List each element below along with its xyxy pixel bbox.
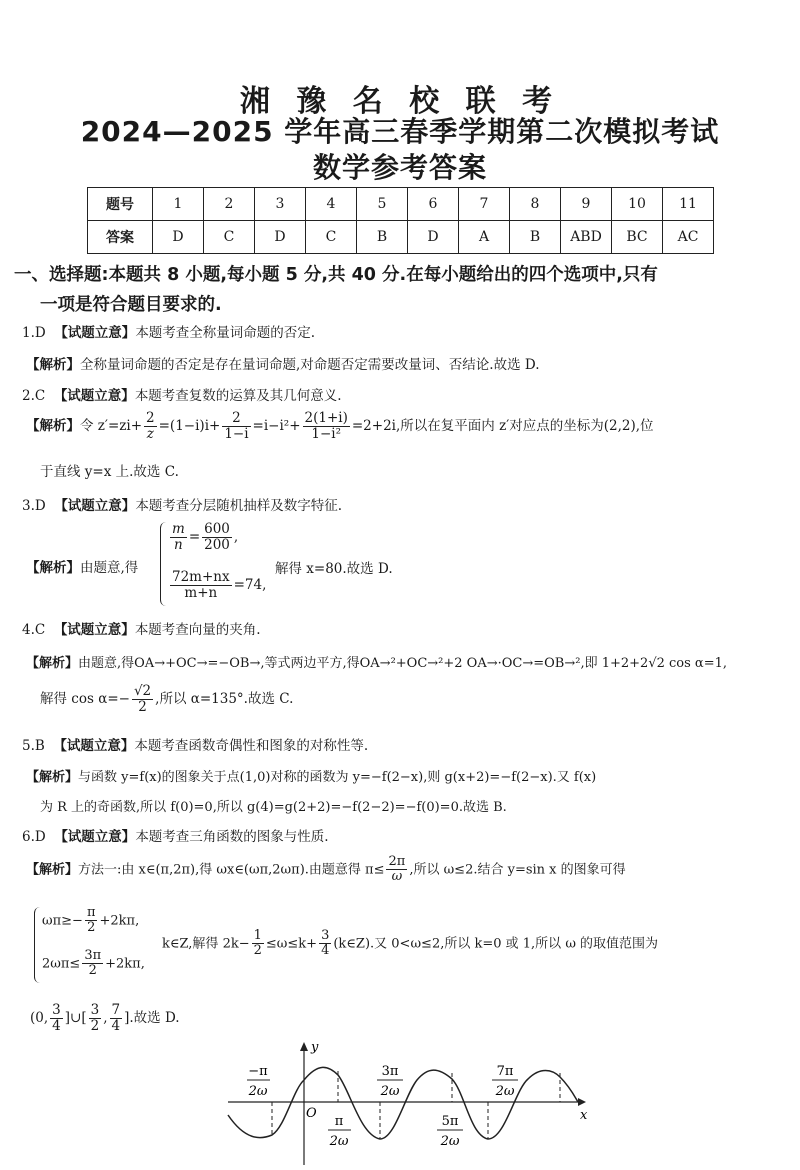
system-eq1 — [168, 522, 238, 553]
q4-analysis-line2 — [40, 684, 293, 715]
tick-label-neg-pi-2w — [247, 1064, 270, 1099]
x-axis-arrow — [578, 1098, 586, 1106]
table-cell: 4 — [306, 188, 357, 221]
table-cell: 10 — [612, 188, 663, 221]
tick-denominator: 2ω — [440, 1134, 460, 1149]
denominator: 1−i — [224, 425, 249, 442]
fraction — [50, 1003, 63, 1034]
sine-curve — [228, 1067, 578, 1139]
q4-intent: 本题考查向量的夹角. — [134, 622, 261, 638]
numerator: 1 — [253, 928, 262, 943]
table-cell: 6 — [408, 188, 459, 221]
q5-analysis-text: 与函数 y=f(x)的图象关于点(1,0)对称的函数为 y=−f(2−x),则 g(x+2)=−f(2−x).又 f(x) — [78, 770, 597, 785]
solve-post: (k∈Z).又 0<ω≤2,所以 k=0 或 1,所以 ω 的取值范围为 — [333, 936, 659, 952]
numerator: 2 — [146, 410, 155, 426]
answer-table — [87, 187, 714, 254]
table-cell: B — [357, 221, 408, 254]
fraction — [319, 929, 331, 959]
tick-denominator: 2ω — [329, 1134, 349, 1149]
tick-label-7pi-2w — [492, 1064, 518, 1099]
q2-analysis-line2: 于直线 y=x 上.故选 C. — [40, 464, 179, 480]
system-ineq1 — [42, 906, 139, 936]
q5-intent-line — [22, 734, 368, 754]
table-cell: 1 — [153, 188, 204, 221]
fraction — [386, 855, 407, 885]
analysis-tag: 【解析】 — [26, 417, 80, 434]
q2-analysis-post: =2+2i,所以在复平面内 z′对应点的坐标为(2,2),位 — [351, 417, 654, 434]
q3-intent: 本题考查分层随机抽样及数字特征. — [135, 498, 343, 514]
ineq-pre: ωπ≥− — [42, 913, 83, 929]
q1-intent: 本题考查全称量词命题的否定. — [135, 325, 316, 341]
tick-label-pi-2w — [328, 1114, 351, 1149]
origin-label: O — [306, 1106, 317, 1121]
fraction — [202, 522, 232, 553]
q1-intent-line — [22, 321, 315, 341]
analysis-tag: 【解析】 — [26, 862, 79, 878]
analysis-tag: 【解析】 — [26, 656, 79, 671]
table-cell: 7 — [459, 188, 510, 221]
denominator: 2 — [88, 963, 97, 979]
q6-line1-pre: 方法一:由 x∈(π,2π),得 ωx∈(ωπ,2ωπ).由题意得 π≤ — [78, 862, 385, 878]
numerator: 3 — [90, 1002, 100, 1018]
section-heading: 一、选择题:本题共 8 小题,每小题 5 分,共 40 分.在每小题给出的四个选项中,只有 — [14, 265, 658, 285]
table-cell: BC — [612, 221, 663, 254]
ineq-post: +2kπ, — [99, 913, 140, 929]
q6-number: 6.D — [22, 829, 46, 845]
tick-label-3pi-2w — [377, 1064, 403, 1099]
table-row-numbers — [88, 188, 714, 221]
range-comma: , — [103, 1009, 108, 1026]
q3-intent-line — [22, 494, 342, 514]
q1-analysis: 全称量词命题的否定是存在量词命题,对命题否定需要改量词、否结论.故选 D. — [80, 357, 540, 373]
q6-intent-line — [22, 825, 329, 845]
table-cell: A — [459, 221, 510, 254]
denominator: n — [174, 536, 183, 553]
q6-analysis-line — [26, 855, 626, 885]
q5-analysis-line2: 为 R 上的奇函数,所以 f(0)=0,所以 g(4)=g(2+2)=−f(2−2)=−f(0)=0.故选 B. — [40, 800, 507, 815]
table-cell: D — [255, 221, 306, 254]
q3-number: 3.D — [22, 498, 46, 514]
table-cell: B — [510, 221, 561, 254]
q2-analysis-pre: 令 z′=zi+ — [80, 417, 143, 434]
denominator: 200 — [204, 536, 230, 553]
analysis-tag: 【解析】 — [26, 770, 79, 785]
q6-intent: 本题考查三角函数的图象与性质. — [135, 829, 329, 845]
tick-label-5pi-2w — [437, 1114, 463, 1149]
q2-analysis-mid: =i−i²+ — [252, 417, 301, 434]
fraction — [110, 1003, 123, 1034]
denominator: 2 — [138, 698, 147, 715]
denominator: 4 — [111, 1017, 121, 1034]
denominator: 2 — [87, 920, 96, 936]
tick-numerator: 5π — [441, 1114, 459, 1129]
numerator: m — [172, 521, 185, 537]
sine-graph — [0, 1035, 800, 1170]
q4-line2-pre: 解得 cos α=− — [40, 690, 130, 707]
table-cell: AC — [663, 221, 714, 254]
comma: , — [233, 528, 239, 545]
tick-numerator: 7π — [496, 1064, 514, 1079]
tick-denominator: 2ω — [380, 1084, 400, 1099]
table-header-number: 题号 — [88, 188, 153, 221]
equals: = — [188, 528, 201, 545]
table-header-answer: 答案 — [88, 221, 153, 254]
intent-tag: 【试题立意】 — [54, 829, 136, 845]
analysis-tag: 【解析】 — [26, 357, 80, 373]
q6-solve-line — [162, 929, 658, 959]
numerator: 3 — [321, 928, 330, 943]
numerator: 3 — [52, 1002, 61, 1018]
fraction — [222, 411, 250, 442]
denominator: ω — [391, 869, 403, 885]
intent-tag: 【试题立意】 — [53, 622, 135, 638]
numerator: 2π — [388, 854, 406, 869]
table-cell: 9 — [561, 188, 612, 221]
denominator: 2 — [90, 1017, 100, 1034]
ineq-post: +2kπ, — [105, 956, 145, 972]
tick-denominator: 2ω — [248, 1084, 268, 1099]
fraction — [82, 949, 103, 979]
numerator: 3π — [84, 948, 102, 963]
denominator: z — [146, 425, 154, 442]
ineq-pre: 2ωπ≤ — [42, 956, 81, 972]
q2-number: 2.C — [22, 388, 46, 404]
q2-analysis-mid: =(1−i)i+ — [158, 417, 221, 434]
table-cell: C — [204, 221, 255, 254]
numerator: 2(1+i) — [304, 410, 348, 426]
table-cell: 8 — [510, 188, 561, 221]
table-cell: D — [153, 221, 204, 254]
table-row-answers — [88, 221, 714, 254]
table-cell: 3 — [255, 188, 306, 221]
fraction — [303, 411, 350, 442]
numerator: 7 — [111, 1002, 121, 1018]
tick-numerator: 3π — [381, 1064, 399, 1079]
range-open: (0, — [30, 1009, 49, 1026]
table-cell: D — [408, 221, 459, 254]
fraction — [170, 570, 232, 601]
q2-intent-line — [22, 384, 342, 404]
q6-line1-post: ,所以 ω≤2.结合 y=sin x 的图象可得 — [409, 862, 626, 878]
table-cell: 2 — [204, 188, 255, 221]
q5-number: 5.B — [22, 738, 45, 754]
tick-numerator: −π — [248, 1064, 268, 1079]
equals-value: =74, — [233, 576, 267, 593]
solve-pre: k∈Z,解得 2k− — [162, 936, 250, 952]
numerator: 2 — [222, 411, 250, 427]
numerator: 72m+nx — [172, 569, 230, 585]
fraction — [170, 522, 187, 553]
intent-tag: 【试题立意】 — [54, 325, 136, 341]
fraction — [85, 906, 98, 936]
denominator: m+n — [184, 584, 218, 601]
q1-number: 1.D — [22, 325, 46, 341]
system-ineq2 — [42, 949, 145, 979]
q3-analysis-pre: 由题意,得 — [80, 560, 139, 576]
fraction — [132, 684, 153, 715]
tick-numerator: π — [334, 1114, 344, 1129]
q3-analysis-line — [26, 556, 138, 576]
fraction — [144, 411, 157, 442]
q4-analysis-line — [26, 652, 727, 671]
q4-intent-line — [22, 618, 261, 638]
range-close: ].故选 D. — [124, 1009, 180, 1026]
x-axis-label: x — [580, 1108, 588, 1123]
tick-denominator: 2ω — [495, 1084, 515, 1099]
table-cell: 11 — [663, 188, 714, 221]
intent-tag: 【试题立意】 — [54, 498, 136, 514]
table-cell: C — [306, 221, 357, 254]
table-cell: ABD — [561, 221, 612, 254]
q5-intent: 本题考查函数奇偶性和图象的对称性等. — [134, 738, 369, 754]
q2-analysis-line — [26, 411, 654, 442]
numerator: 600 — [204, 521, 230, 537]
q4-number: 4.C — [22, 622, 46, 638]
section-heading-cont: 一项是符合题目要求的. — [40, 295, 222, 315]
table-cell: 5 — [357, 188, 408, 221]
numerator: √2 — [133, 683, 152, 699]
q3-analysis-post: 解得 x=80.故选 D. — [275, 561, 393, 577]
denominator: 1−i² — [311, 425, 342, 442]
system-eq2 — [168, 570, 266, 601]
intent-tag: 【试题立意】 — [53, 388, 135, 404]
solve-mid: ≤ω≤k+ — [265, 936, 318, 952]
y-axis-arrow — [300, 1042, 308, 1051]
q4-analysis-text: 由题意,得OA→+OC→=−OB→,等式两边平方,得OA→²+OC→²+2 OA→·OC→=OB→²,即 1+2+2√2 cos α=1, — [78, 656, 727, 671]
analysis-tag: 【解析】 — [26, 560, 80, 576]
exam-series-title: 湘 豫 名 校 联 考 — [239, 84, 561, 119]
fraction — [252, 929, 264, 959]
denominator: 4 — [52, 1017, 61, 1034]
answer-key-title: 数学参考答案 — [312, 151, 487, 184]
exam-title: 2024—2025 学年高三春季学期第二次模拟考试 — [80, 115, 720, 148]
q6-range-line — [30, 1003, 180, 1034]
fraction — [89, 1003, 102, 1034]
numerator: π — [86, 905, 96, 920]
intent-tag: 【试题立意】 — [53, 738, 135, 754]
q5-analysis-line — [26, 766, 596, 785]
denominator: 4 — [321, 943, 330, 959]
denominator: 2 — [253, 943, 262, 959]
q4-line2-post: ,所以 α=135°.故选 C. — [155, 690, 294, 707]
q1-analysis-line — [26, 353, 540, 373]
y-axis-label: y — [311, 1040, 319, 1055]
range-union: ]∪[ — [64, 1009, 87, 1026]
q2-intent: 本题考查复数的运算及其几何意义. — [134, 388, 342, 404]
